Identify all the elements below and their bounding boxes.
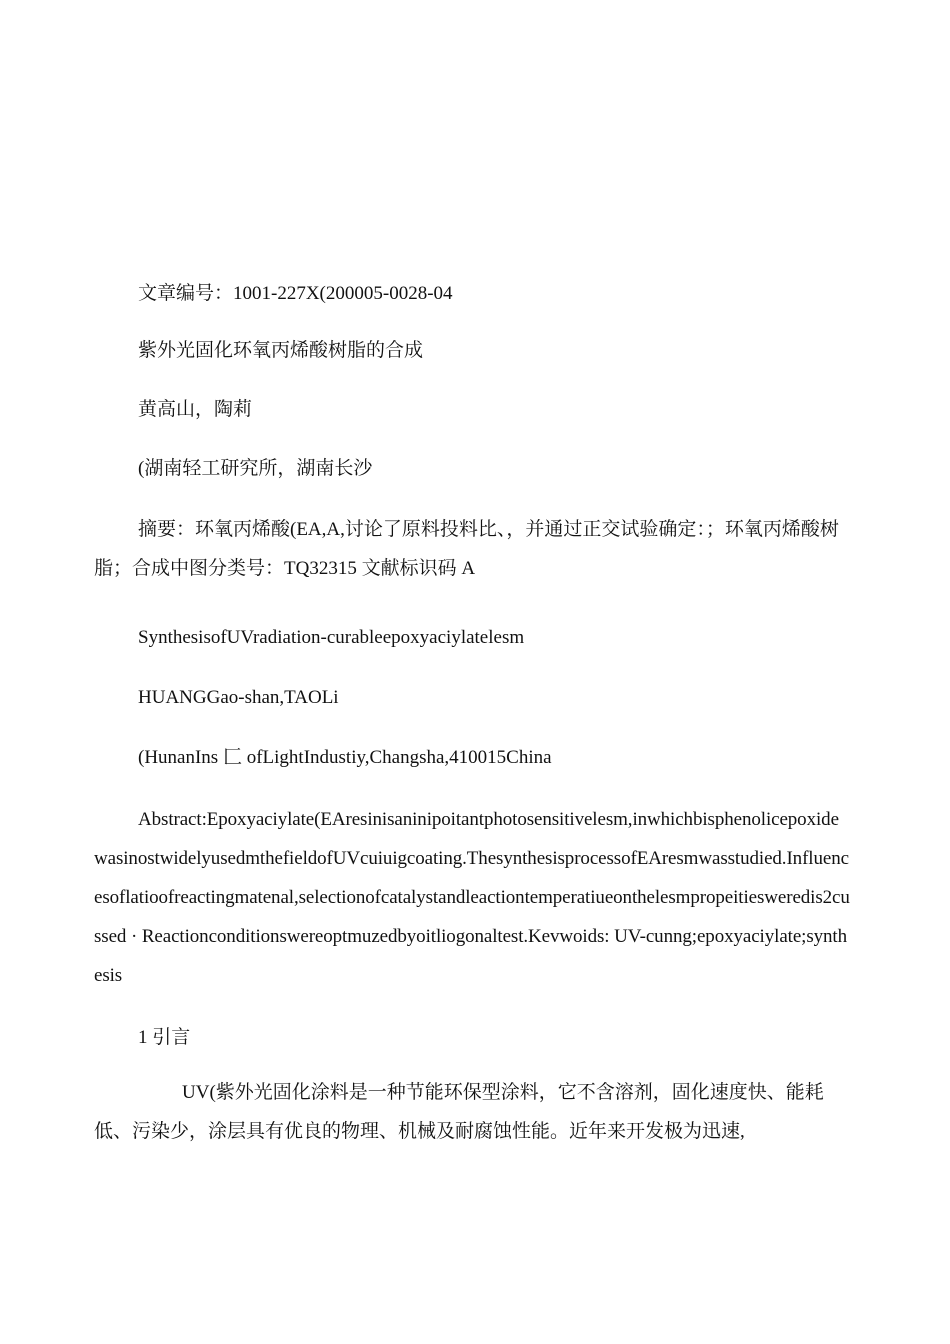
affiliation-chinese: (湖南轻工研究所，湖南长沙	[138, 458, 373, 479]
abstract-chinese: 摘要：环氧丙烯酸(EA,A,讨论了原料投料比、，并通过正交试验确定：；环氧丙烯酸树脂；合成中图分类号：TQ32315 文献标识码 A	[94, 519, 839, 579]
authors-chinese: 黄高山，陶莉	[138, 399, 253, 420]
article-number: 文章编号：1001-227X(200005-0028-04	[138, 283, 453, 304]
title-chinese: 紫外光固化环氧丙烯酸树脂的合成	[138, 340, 424, 361]
title-english: SynthesisofUVradiation-curableepoxyaciylatelesm	[138, 627, 525, 648]
affiliation-english: (HunanIns 匚 ofLightIndustiy,Changsha,410015China	[138, 747, 552, 768]
abstract-english: Abstract:Epoxyaciylate(EAresinisaninipoitantphotosensitivelesm,inwhichbisphenolicepoxidewasinostwidelyusedmthefieldofUVcuiuigcoating.ThesynthesisprocessofEAresmwasstudied.Influencesoflatioofreactingmatenal,selectionofcatalystandleactiontemperatiueonthelesmpropeitiesweredis2cussed · Reactionconditionswereoptmuzedbyoitliogonaltest.Kevwoids: UV-cunng;epoxyaciylate;synthesis	[94, 809, 850, 986]
section-heading: 1 引言	[138, 1027, 191, 1048]
authors-english: HUANGGao-shan,TAOLi	[138, 687, 339, 708]
intro-paragraph: UV(紫外光固化涂料是一种节能环保型涂料，它不含溶剂，固化速度快、能耗低、污染少，涂层具有优良的物理、机械及耐腐蚀性能。近年来开发极为迅速,	[94, 1082, 824, 1142]
